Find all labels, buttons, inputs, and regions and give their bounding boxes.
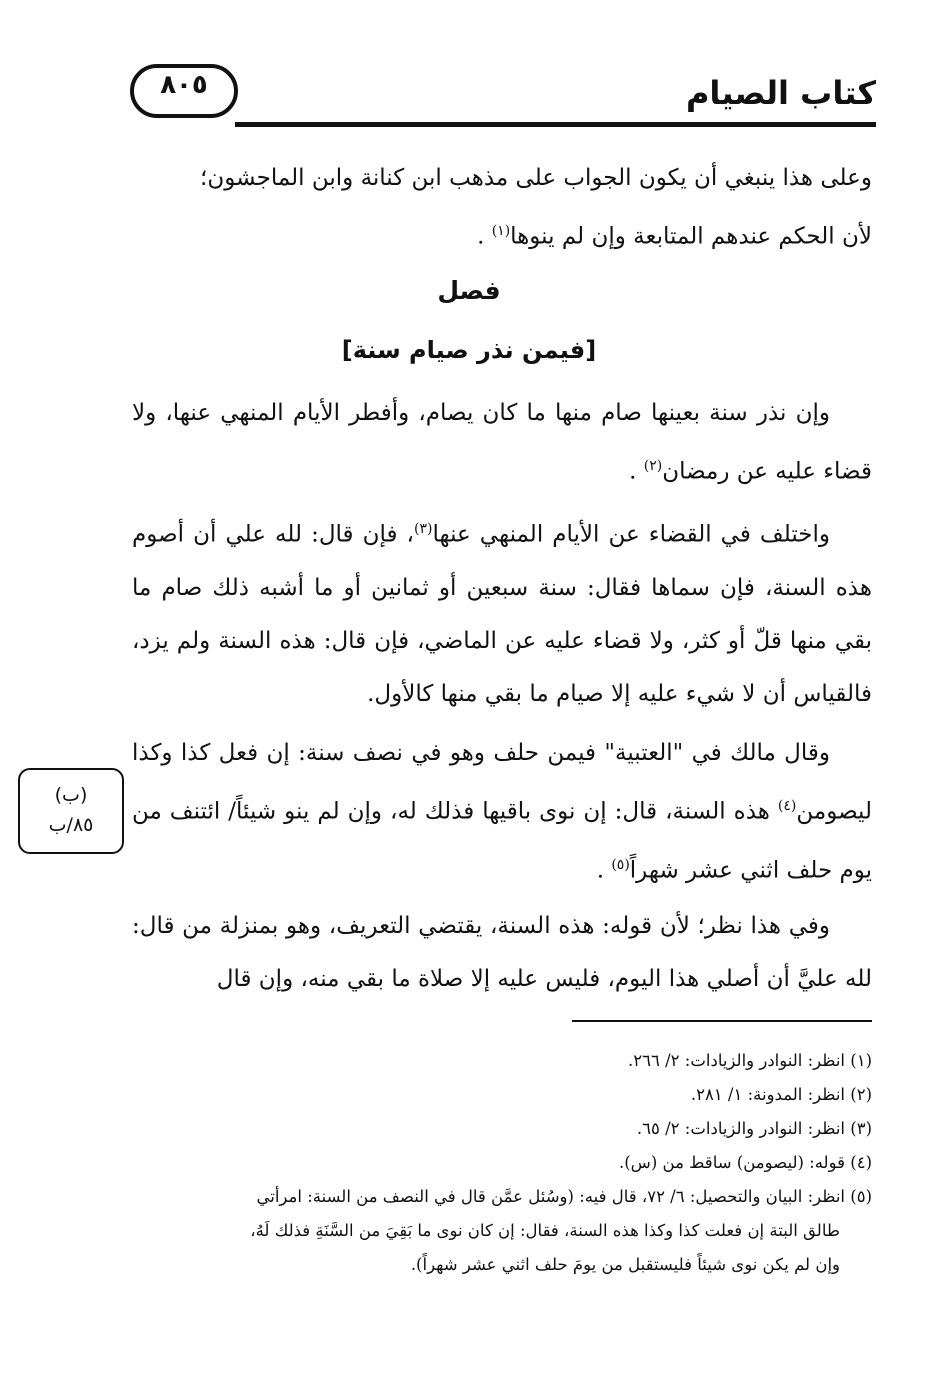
intro-line-1: وعلى هذا ينبغي أن يكون الجواب على مذهب ابن كنانة وابن الماجشون؛ xyxy=(200,165,872,191)
footnote-ref: (٤) xyxy=(777,798,797,814)
paragraph-1: وإن نذر سنة بعينها صام منها ما كان يصام، وأفطر الأيام المنهي عنها، ولا قضاء عليه عن رمضان$^{(٢)}$ . xyxy=(132,400,872,485)
paragraph-3: وقال مالك في "العتبية" فيمن حلف وهو في نصف سنة: إن فعل كذا وكذا ليصومن$^{(٤)}$ هذه السنة، قال: إن نوى باقيها فذلك له، وإن لم ينو شيئاً/ ائتنف من يوم حلف اثني عشر شهراً$^{(٥)}$ . xyxy=(132,740,872,884)
footnote-ref: (١) xyxy=(491,223,511,239)
footnote-ref: (٥) xyxy=(611,856,630,873)
footnote-5-continued: طالق البتة إن فعلت كذا وكذا هذه السنة، فقال: إن كان نوى ما بَقِيَ من السَّنَةِ فذلك لَهُ، xyxy=(250,1221,840,1240)
intro-text xyxy=(132,152,872,264)
footnote-3: (٣) انظر: النوادر والزيادات: ٢/ ٦٥. xyxy=(636,1119,872,1138)
footnote-separator xyxy=(572,1020,872,1022)
footnote-ref: (٣) xyxy=(413,521,433,537)
header-rule xyxy=(235,122,876,127)
book-title: كتاب الصيام xyxy=(685,74,876,112)
folio-label: (ب) xyxy=(54,784,88,806)
footnote-1: (١) انظر: النوادر والزيادات: ٢/ ٢٦٦. xyxy=(628,1051,872,1070)
page-number: ٨٠٥ xyxy=(160,70,208,100)
paragraph-2: واختلف في القضاء عن الأيام المنهي عنها$^{(٣)}$، فإن قال: لله علي أن أصوم هذه السنة، فإن سماها فقال: سنة سبعين أو ثمانين أو ما أشبه ذلك صام ما بقي منها قلّ أو كثر، ولا قضاء عليه عن الماضي، فإن قال: هذه السنة ولم يزد، فالقياس أن لا شيء عليه إلا صيام ما بقي منها كالأول. xyxy=(132,521,872,707)
footnote-ref: (٢) xyxy=(643,458,663,474)
footnote-2: (٢) انظر: المدونة: ١/ ٢٨١. xyxy=(690,1085,872,1104)
section-subheading: [فيمن نذر صيام سنة] xyxy=(341,336,597,364)
footnote-4: (٤) قوله: (ليصومن) ساقط من (س). xyxy=(619,1153,872,1172)
folio-number: ٨٥/ب xyxy=(48,814,94,836)
paragraph-4: وفي هذا نظر؛ لأن قوله: هذه السنة، يقتضي التعريف، وهو بمنزلة من قال: لله عليَّ أن أصلي هذا اليوم، فليس عليه إلا صلاة ما بقي منه، وإن قال xyxy=(132,913,872,992)
manuscript-folio-note xyxy=(18,768,124,854)
footnote-5-continued: وإن لم يكن نوى شيئاً فليستقبل من يومَ حلف اثني عشر شهراً). xyxy=(410,1255,840,1274)
intro-line-2: لأن الحكم عندهم المتابعة وإن لم ينوها$^{(١)}$ . xyxy=(477,223,872,250)
section-heading: فصل xyxy=(437,276,501,305)
footnote-5: (٥) انظر: البيان والتحصيل: ٦/ ٧٢، قال فيه: (وسُئل عمَّن قال في النصف من السنة: امرأتي xyxy=(256,1187,872,1206)
footnotes xyxy=(132,1044,872,1282)
